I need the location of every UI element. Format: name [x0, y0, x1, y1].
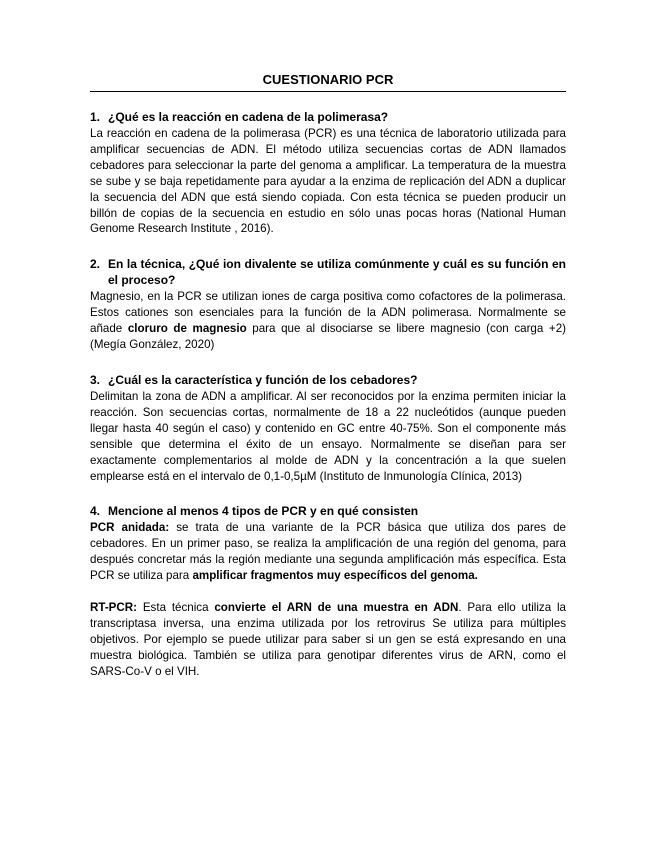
- question-2: [90, 256, 566, 288]
- question-4: [90, 503, 566, 519]
- pcr-type-text: se trata de una variante de la PCR básica que utiliza dos pares de cebadores. En un primer paso, se realiza la amplificación de una región del genoma, para después concretar más la región mediante una segunda amplificación más específica. Esta PCR se utiliza para: [90, 521, 566, 583]
- pcr-type-emphasis: amplificar fragmentos muy específicos del genoma.: [192, 569, 478, 583]
- question-number: 4.: [90, 504, 101, 519]
- answer-1: La reacción en cadena de la polimerasa (PCR) es una técnica de laboratorio utilizada para amplificar secuencias de ADN. El método utiliza secuencias cortas de ADN llamados cebadores para seleccionar la parte del genoma a amplificar. La temperatura de la muestra se sube y se baja repetidamente para ayudar a la enzima de replicación del ADN a duplicar la secuencia del ADN que está siendo copiada. Con esta técnica se pueden producir un billón de copias de la secuencia en estudio en sólo unas pocas horas (National Human Genome Research Institute , 2016).: [90, 127, 566, 236]
- answer-text: para que al disociarse se libere magnesio (con carga +2) (Megía González, 2020): [90, 322, 567, 352]
- section-1: [90, 109, 566, 237]
- question-number: 2.: [90, 257, 101, 272]
- pcr-type-text: Esta técnica: [137, 601, 215, 615]
- question-3: [90, 372, 566, 388]
- pcr-type-emphasis: convierte el ARN de una muestra en ADN: [214, 601, 459, 615]
- section-3: [90, 372, 566, 484]
- pcr-type-name: PCR anidada:: [90, 521, 170, 535]
- pcr-type-rt: [90, 600, 566, 680]
- document-page: [90, 72, 566, 680]
- section-4: [90, 503, 566, 679]
- question-1: [90, 109, 566, 125]
- pcr-type-nested: [90, 520, 566, 584]
- document-title: CUESTIONARIO PCR: [90, 72, 566, 92]
- answer-2: [90, 289, 566, 353]
- answer-3: Delimitan la zona de ADN a amplificar. Al ser reconocidos por la enzima permiten iniciar la reacción. Son secuencias cortas, normalmente de 18 a 22 nucleótidos (aunque pueden llegar hasta 40 según el caso) y contenido en GC entre 40-75%. Son el componente más sensible que determina el éxito de un ensayo. Normalmente se diseñan para ser exactamente complementarios al molde de ADN y la concentración a la que suelen emplearse está en el intervalo de 0,1-0,5µM (Instituto de Inmunología Clínica, 2013): [90, 389, 566, 483]
- question-number: 1.: [90, 110, 101, 124]
- question-text: En la técnica, ¿Qué ion divalente se utiliza comúnmente y cuál es su función en el proceso?: [108, 257, 566, 288]
- question-text: ¿Qué es la reacción en cadena de la polimerasa?: [108, 110, 389, 124]
- question-text: Mencione al menos 4 tipos de PCR y en qué consisten: [108, 504, 419, 519]
- answer-text: Magnesio, en la PCR se utilizan iones de carga positiva como cofactores de la polimerasa. Estos cationes son esenciales para la función de la ADN polimerasa. Normalmente se añade: [90, 290, 566, 336]
- answer-emphasis: cloruro de magnesio: [127, 322, 247, 336]
- question-text: ¿Cuál es la característica y función de los cebadores?: [108, 372, 418, 387]
- section-2: [90, 256, 566, 353]
- pcr-type-name: RT-PCR:: [90, 601, 138, 615]
- question-number: 3.: [90, 372, 101, 387]
- pcr-type-text: . Para ello utiliza la transcriptasa inversa, una enzima utilizada por los retrovirus Se utiliza para múltiples objetivos. Por ejemplo se puede utilizar para saber si un gen se está expresando en una muestra biológica. También se utiliza para genotipar diferentes virus de ARN, como el SARS-Co-V o el VIH.: [90, 601, 566, 678]
